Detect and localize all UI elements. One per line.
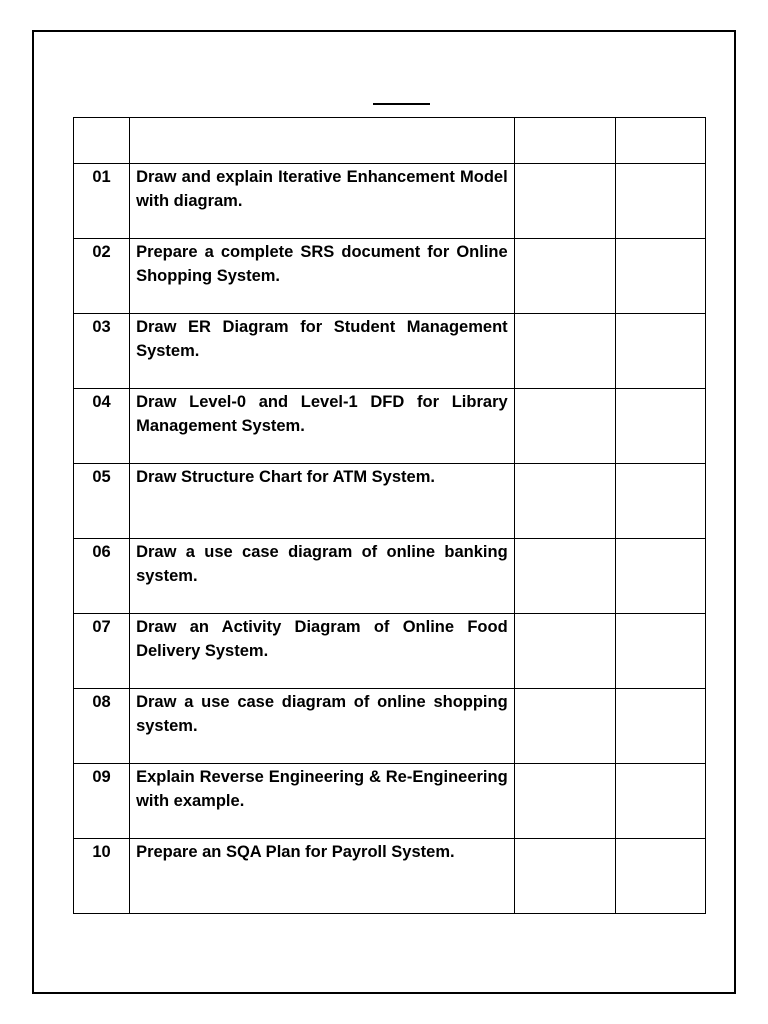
title-underline: [373, 103, 430, 105]
row-number: 09: [74, 764, 130, 839]
row-title: Draw a use case diagram of online banking system.: [130, 539, 515, 614]
row-number: 03: [74, 314, 130, 389]
row-title: Draw and explain Iterative Enhancement Model with diagram.: [130, 164, 515, 239]
row-cell-col3: [514, 464, 615, 539]
row-cell-col4: [615, 539, 705, 614]
table-row: [74, 839, 706, 914]
row-title: Draw Level-0 and Level-1 DFD for Library Management System.: [130, 389, 515, 464]
table-row: [74, 689, 706, 764]
assignment-table: [73, 117, 706, 914]
row-cell-col3: [514, 764, 615, 839]
row-number: 06: [74, 539, 130, 614]
row-number: 07: [74, 614, 130, 689]
row-cell-col4: [615, 164, 705, 239]
table-row: [74, 314, 706, 389]
table-row: [74, 239, 706, 314]
table-body: [74, 118, 706, 914]
row-title: Draw an Activity Diagram of Online Food Delivery System.: [130, 614, 515, 689]
row-number: 05: [74, 464, 130, 539]
row-number: 10: [74, 839, 130, 914]
table-header-row: [74, 118, 706, 164]
row-cell-col3: [514, 614, 615, 689]
row-cell-col4: [615, 689, 705, 764]
row-cell-col4: [615, 314, 705, 389]
row-cell-col4: [615, 839, 705, 914]
row-number: 01: [74, 164, 130, 239]
row-number: 08: [74, 689, 130, 764]
header-cell-col4: [615, 118, 705, 164]
row-cell-col4: [615, 614, 705, 689]
table-row: [74, 164, 706, 239]
row-cell-col4: [615, 464, 705, 539]
row-number: 04: [74, 389, 130, 464]
row-number: 02: [74, 239, 130, 314]
row-title: Prepare an SQA Plan for Payroll System.: [130, 839, 515, 914]
row-title: Draw a use case diagram of online shopping system.: [130, 689, 515, 764]
header-cell-title: [130, 118, 515, 164]
row-title: Prepare a complete SRS document for Online Shopping System.: [130, 239, 515, 314]
row-cell-col3: [514, 839, 615, 914]
table-row: [74, 539, 706, 614]
table-row: [74, 389, 706, 464]
row-cell-col3: [514, 389, 615, 464]
row-cell-col3: [514, 164, 615, 239]
row-cell-col4: [615, 389, 705, 464]
header-cell-col3: [514, 118, 615, 164]
row-cell-col3: [514, 689, 615, 764]
row-cell-col4: [615, 764, 705, 839]
table-row: [74, 464, 706, 539]
row-cell-col4: [615, 239, 705, 314]
row-title: Draw Structure Chart for ATM System.: [130, 464, 515, 539]
row-cell-col3: [514, 539, 615, 614]
header-cell-no: [74, 118, 130, 164]
row-cell-col3: [514, 239, 615, 314]
row-title: Draw ER Diagram for Student Management System.: [130, 314, 515, 389]
table-row: [74, 614, 706, 689]
table-row: [74, 764, 706, 839]
row-title: Explain Reverse Engineering & Re-Engineering with example.: [130, 764, 515, 839]
row-cell-col3: [514, 314, 615, 389]
